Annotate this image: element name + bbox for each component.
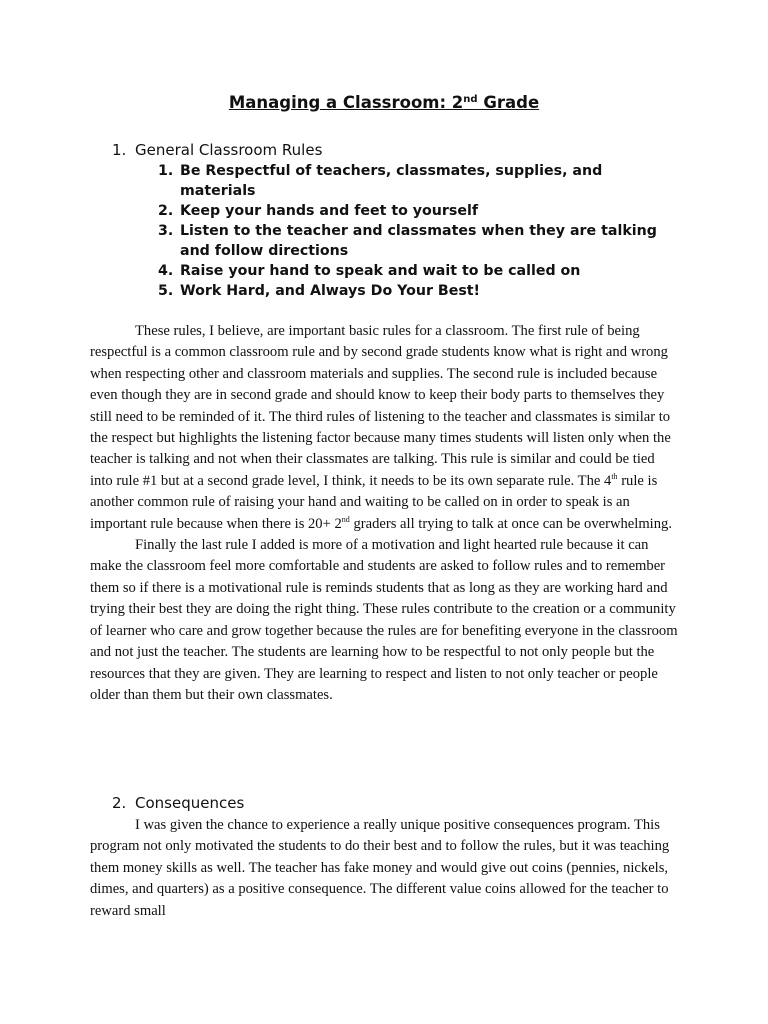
rule-item: 2. Keep your hands and feet to yourself <box>158 203 478 219</box>
title-superscript: nd <box>463 94 478 105</box>
rule-item: 4. Raise your hand to speak and wait to be called on <box>158 263 581 279</box>
paragraph: These rules, I believe, are important basic rules for a classroom. The first rule of being respectful is a common classroom rule and by second grade students know what is right and wrong when respecting other and classroom materials and supplies. The second rule is included because even though they are in second grade and should know to keep their body parts to themselves they still need to be reminded of it. The third rules of listening to the teacher and classmates is similar to the respect but highlights the listening factor because many times students will listen only when the teacher is talking and not when their classmates are talking. This rule is similar and could be tied into rule #1 but at a second grade level, I think, it needs to be its own separate rule. The 4th rule is another common rule of raising your hand and waiting to be called on in order to speak is an important rule because when there is 20+ 2nd graders all trying to talk at once can be overwhelming. <box>90 323 672 532</box>
section-2-heading <box>112 793 244 813</box>
section-2-body <box>90 815 678 922</box>
page-title <box>0 92 768 114</box>
rule-item: 5. Work Hard, and Always Do Your Best! <box>158 283 481 299</box>
rules-list <box>158 161 678 301</box>
section-2-number: 2. <box>112 794 127 812</box>
section-1-number: 1. <box>112 141 127 159</box>
section-1-heading-text: General Classroom Rules <box>135 141 323 159</box>
section-2-heading-text: Consequences <box>135 794 245 812</box>
paragraph: I was given the chance to experience a really unique positive consequences program. This program not only motivated the students to do their best and to follow the rules, but it was teaching them money skills as well. The teacher has fake money and would give out coins (pennies, nickels, dimes, and quarters) as a positive consequence. The different value coins allowed for the teacher to reward small <box>90 817 670 919</box>
section-1-body <box>90 321 678 706</box>
title-text: Managing a Classroom: 2nd Grade <box>228 93 540 112</box>
paragraph: Finally the last rule I added is more of a motivation and light hearted rule because it can make the classroom feel more comfortable and students are asked to follow rules and to remember them so if there is a motivational rule is reminds students that as long as they are working hard and trying their best they are doing the right thing. These rules contribute to the creation or a community of learner who care and grow together because the rules are for benefiting everyone in the classroom and not just the teacher. The students are learning how to be respectful to not only people but the resources that they are given. They are learning to respect and listen to not only teacher or people older than them but their own classmates. <box>90 537 678 703</box>
rule-item: 1. Be Respectful of teachers, classmates, supplies, and materials <box>158 163 603 199</box>
rule-item: 3. Listen to the teacher and classmates when they are talking and follow directions <box>158 223 657 259</box>
section-1-heading <box>112 140 322 160</box>
